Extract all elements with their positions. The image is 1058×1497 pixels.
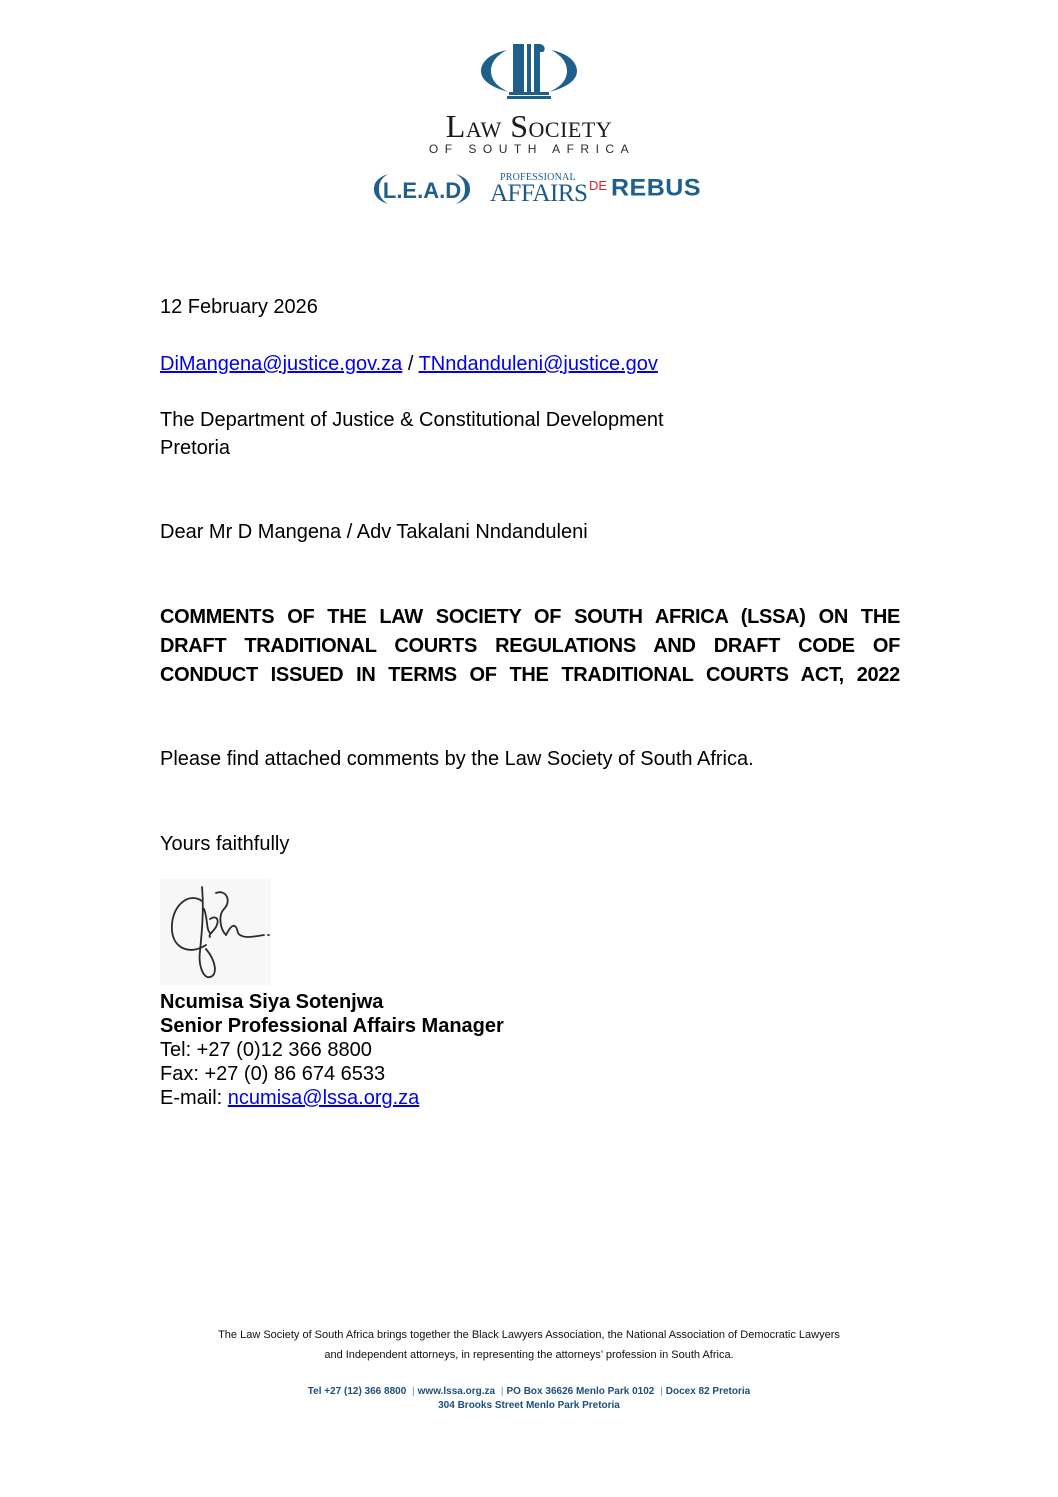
signature-block [160, 990, 504, 1110]
footer-contact [0, 1385, 1058, 1413]
lssa-pillar-logo-icon [479, 42, 579, 100]
footer-docex: Docex 82 Pretoria [665, 1386, 751, 1397]
org-name: Law Society [445, 108, 613, 144]
recipient-address [160, 406, 664, 462]
lead-logo-text: L.E.A.D [382, 178, 462, 203]
recipient-email-separator: / [402, 353, 419, 375]
salutation: Dear Mr D Mangena / Adv Takalani Nndanduleni [160, 521, 588, 543]
footer-note [0, 1325, 1058, 1365]
org-name-subtitle: OF SOUTH AFRICA [428, 142, 636, 156]
signatory-email-label: E-mail: [160, 1087, 228, 1109]
footer-note-line-1: The Law Society of South Africa brings together the Black Lawyers Association, the National Association of Democratic Lawyers [218, 1329, 840, 1341]
footer-contact-line-1 [0, 1385, 1058, 1399]
footer-divider: | [660, 1386, 663, 1397]
professional-affairs-logo [490, 172, 588, 208]
de-rebus-logo-prefix: DE [589, 178, 608, 193]
letter-subject [160, 603, 900, 690]
handwritten-signature [160, 879, 271, 985]
closing: Yours faithfully [160, 833, 290, 855]
letter-date: 12 February 2026 [160, 296, 318, 318]
signatory-email-link[interactable]: ncumisa@lssa.org.za [227, 1087, 420, 1109]
recipient-email-link-1[interactable]: DiMangena@justice.gov.za [160, 353, 403, 375]
footer-po-box: PO Box 36626 Menlo Park 0102 [506, 1386, 655, 1397]
de-rebus-logo-main: REBUS [611, 174, 702, 202]
recipient-emails [160, 350, 658, 378]
subject-line-1: COMMENTS OF THE LAW SOCIETY OF SOUTH AFRICA (LSSA) ON THE [160, 606, 900, 628]
professional-affairs-logo-bottom: AFFAIRS [490, 180, 588, 207]
footer-website[interactable]: www.lssa.org.za [417, 1386, 496, 1397]
footer-divider: | [500, 1386, 504, 1397]
signatory-title: Senior Professional Affairs Manager [160, 1015, 504, 1037]
lead-logo [374, 170, 470, 208]
footer-divider: | [412, 1386, 415, 1397]
address-line-1: The Department of Justice & Constitutional Development [160, 409, 664, 431]
signatory-fax: Fax: +27 (0) 86 674 6533 [160, 1063, 386, 1085]
signatory-email-row [160, 1086, 504, 1110]
footer-tel: Tel +27 (12) 366 8800 [307, 1386, 407, 1397]
footer-note-line-2: and Independent attorneys, in representing the attorneys’ profession in South Africa. [324, 1349, 734, 1361]
footer-street-address: 304 Brooks Street Menlo Park Pretoria [438, 1400, 620, 1411]
signatory-name: Ncumisa Siya Sotenjwa [160, 991, 384, 1013]
professional-affairs-logo-top: PROFESSIONAL [500, 172, 576, 183]
address-line-2: Pretoria [160, 437, 231, 459]
letter-body: Please find attached comments by the Law Society of South Africa. [160, 748, 754, 770]
subject-line-2: DRAFT TRADITIONAL COURTS REGULATIONS AND DRAFT CODE OF [160, 635, 900, 657]
recipient-email-link-2[interactable]: TNndanduleni@justice.gov [418, 353, 658, 375]
subject-line-3: CONDUCT ISSUED IN TERMS OF THE TRADITIONAL COURTS ACT, 2022 [160, 664, 900, 686]
signatory-tel: Tel: +27 (0)12 366 8800 [160, 1039, 372, 1061]
